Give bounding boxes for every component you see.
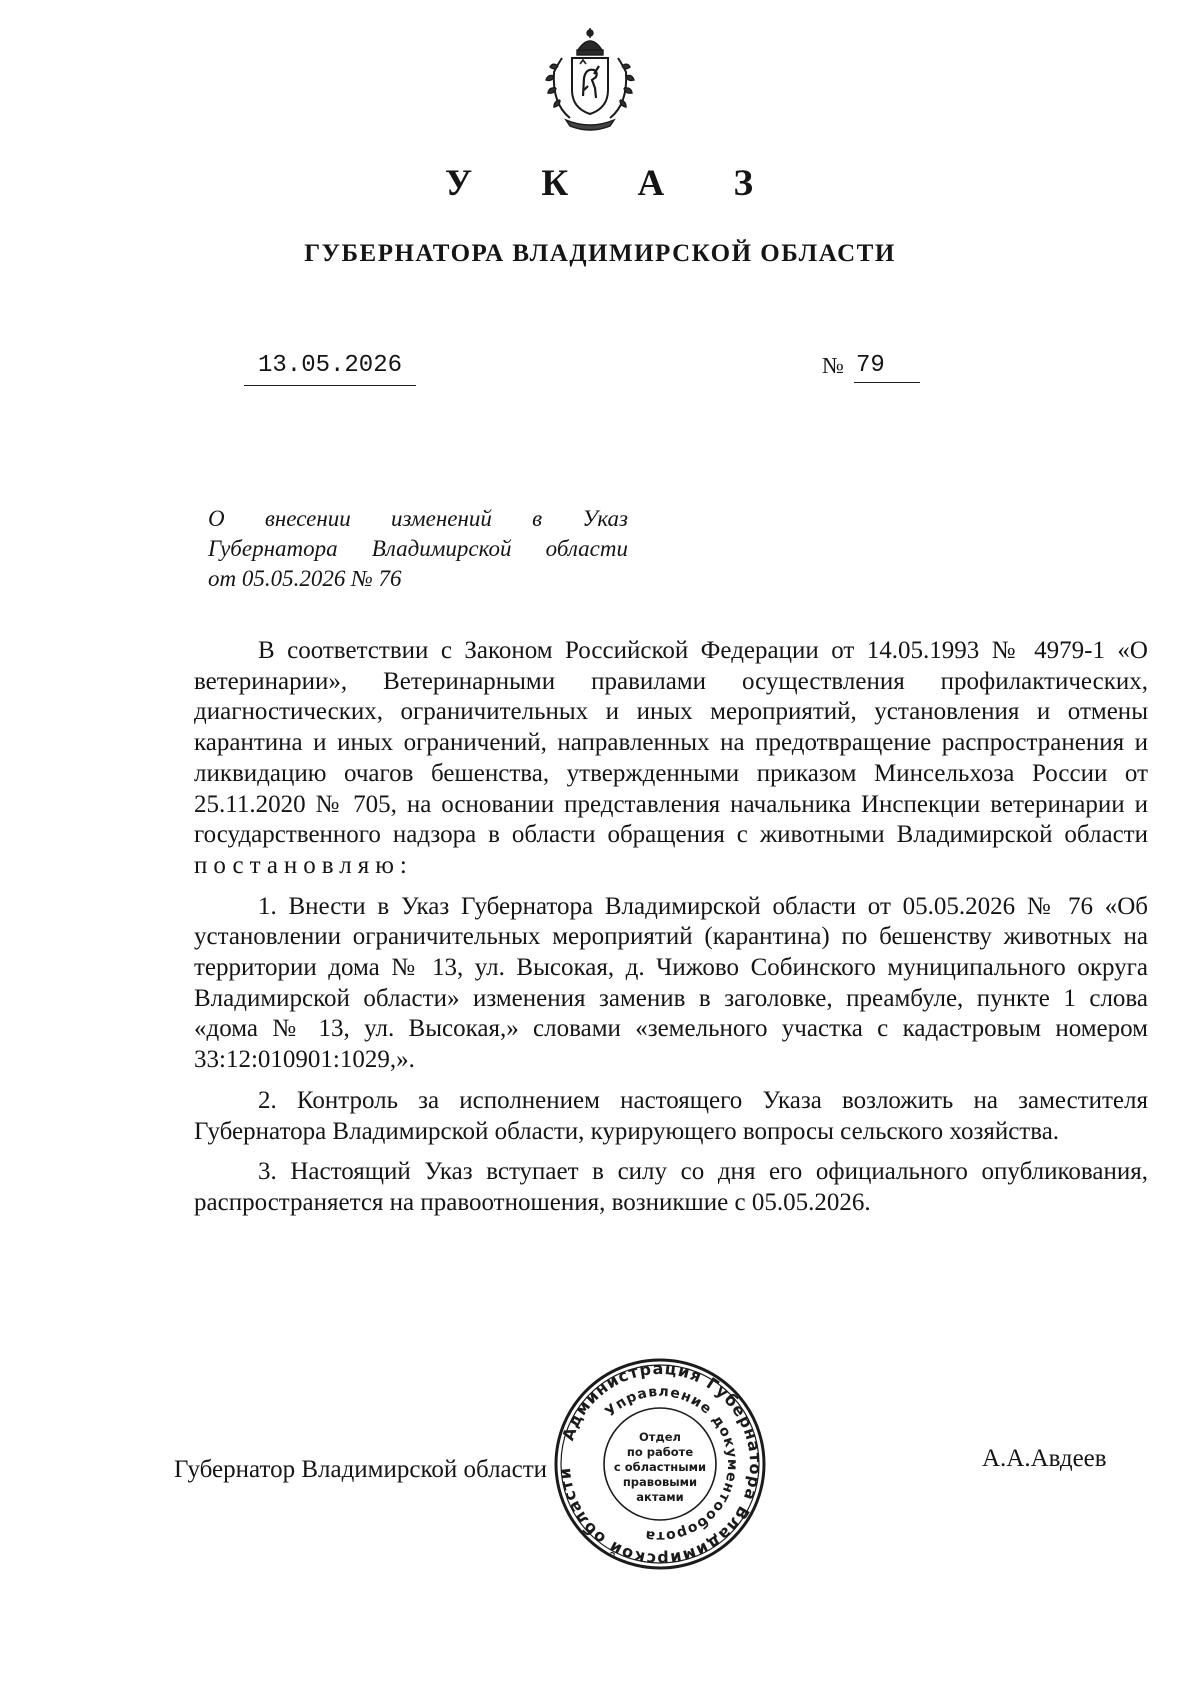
decree-number: 79 [856,352,885,379]
date-underline [244,385,416,386]
decree-body [194,636,1148,1219]
decree-word: постановляю: [194,851,413,879]
number-sign: № [822,353,844,378]
decree-item-2: 2. Контроль за исполнением настоящего Указа возложить на заместителя Губернатора Владимирской области, курирующего вопросы сельского хозяйства. [194,1086,1148,1145]
stamp-center-line: правовыми [622,1475,698,1489]
decree-subject [208,504,628,594]
preamble-paragraph [194,636,1148,882]
signatory-name: А.А.Авдеев [982,1445,1107,1472]
subject-line: от 05.05.2026 № 76 [208,566,402,591]
decree-item-3: 3. Настоящий Указ вступает в силу со дня его официального опубликования, распространяется на правоотношения, возникшие с 05.05.2026. [194,1158,1148,1216]
stamp-center-line: Отдел [639,1430,681,1444]
official-stamp [553,1357,767,1571]
document-subtitle: ГУБЕРНАТОРА ВЛАДИМИРСКОЙ ОБЛАСТИ [304,240,896,267]
signatory-position: Губернатор Владимирской области [174,1456,548,1483]
decree-date: 13.05.2026 [257,352,403,379]
stamp-center-line: по работе [626,1445,694,1459]
preamble-text: В соответствии с Законом Российской Федерации от 14.05.1993 № 4979-1 «О ветеринарии», Ветеринарными правилами осуществления профилактических, диагностических, ограничительных и иных мероприятий, установления и отмены карантина и иных ограничений, направленных на предотвращение распространения и ликвидацию очагов бешенства, утвержденными приказом Минсельхоза России от 25.11.2020 № 705, на основании представления начальника Инспекции ветеринарии и государственного надзора в области обращения с животными Владимирской области [194,637,1148,849]
subject-line: Губернатора Владимирской области [208,536,628,561]
stamp-ring-text: Управление документооборота [602,1383,741,1545]
stamp-center-line: актами [636,1490,684,1504]
number-underline [854,382,920,383]
subject-line: О внесении изменений в Указ [208,506,628,531]
document-title: У К А З [445,163,783,204]
coat-of-arms-icon [540,28,640,132]
decree-item-1: 1. Внести в Указ Губернатора Владимирской области от 05.05.2026 № 76 «Об установлении ограничительных мероприятий (карантина) по бешенству животных на территории дома № 13, ул. Высокая, д. Чижово Собинского муниципального округа Владимирской области» изменения заменив в заголовке, преамбуле, пункте 1 слова «дома № 13, ул. Высокая,» словами «земельного участка с кадастровым номером 33:12:010901:1029,». [194,892,1148,1074]
stamp-outer-text: Администрация Губернатора Владимирской области [554,1358,766,1570]
stamp-center-line: с областными [613,1460,707,1474]
